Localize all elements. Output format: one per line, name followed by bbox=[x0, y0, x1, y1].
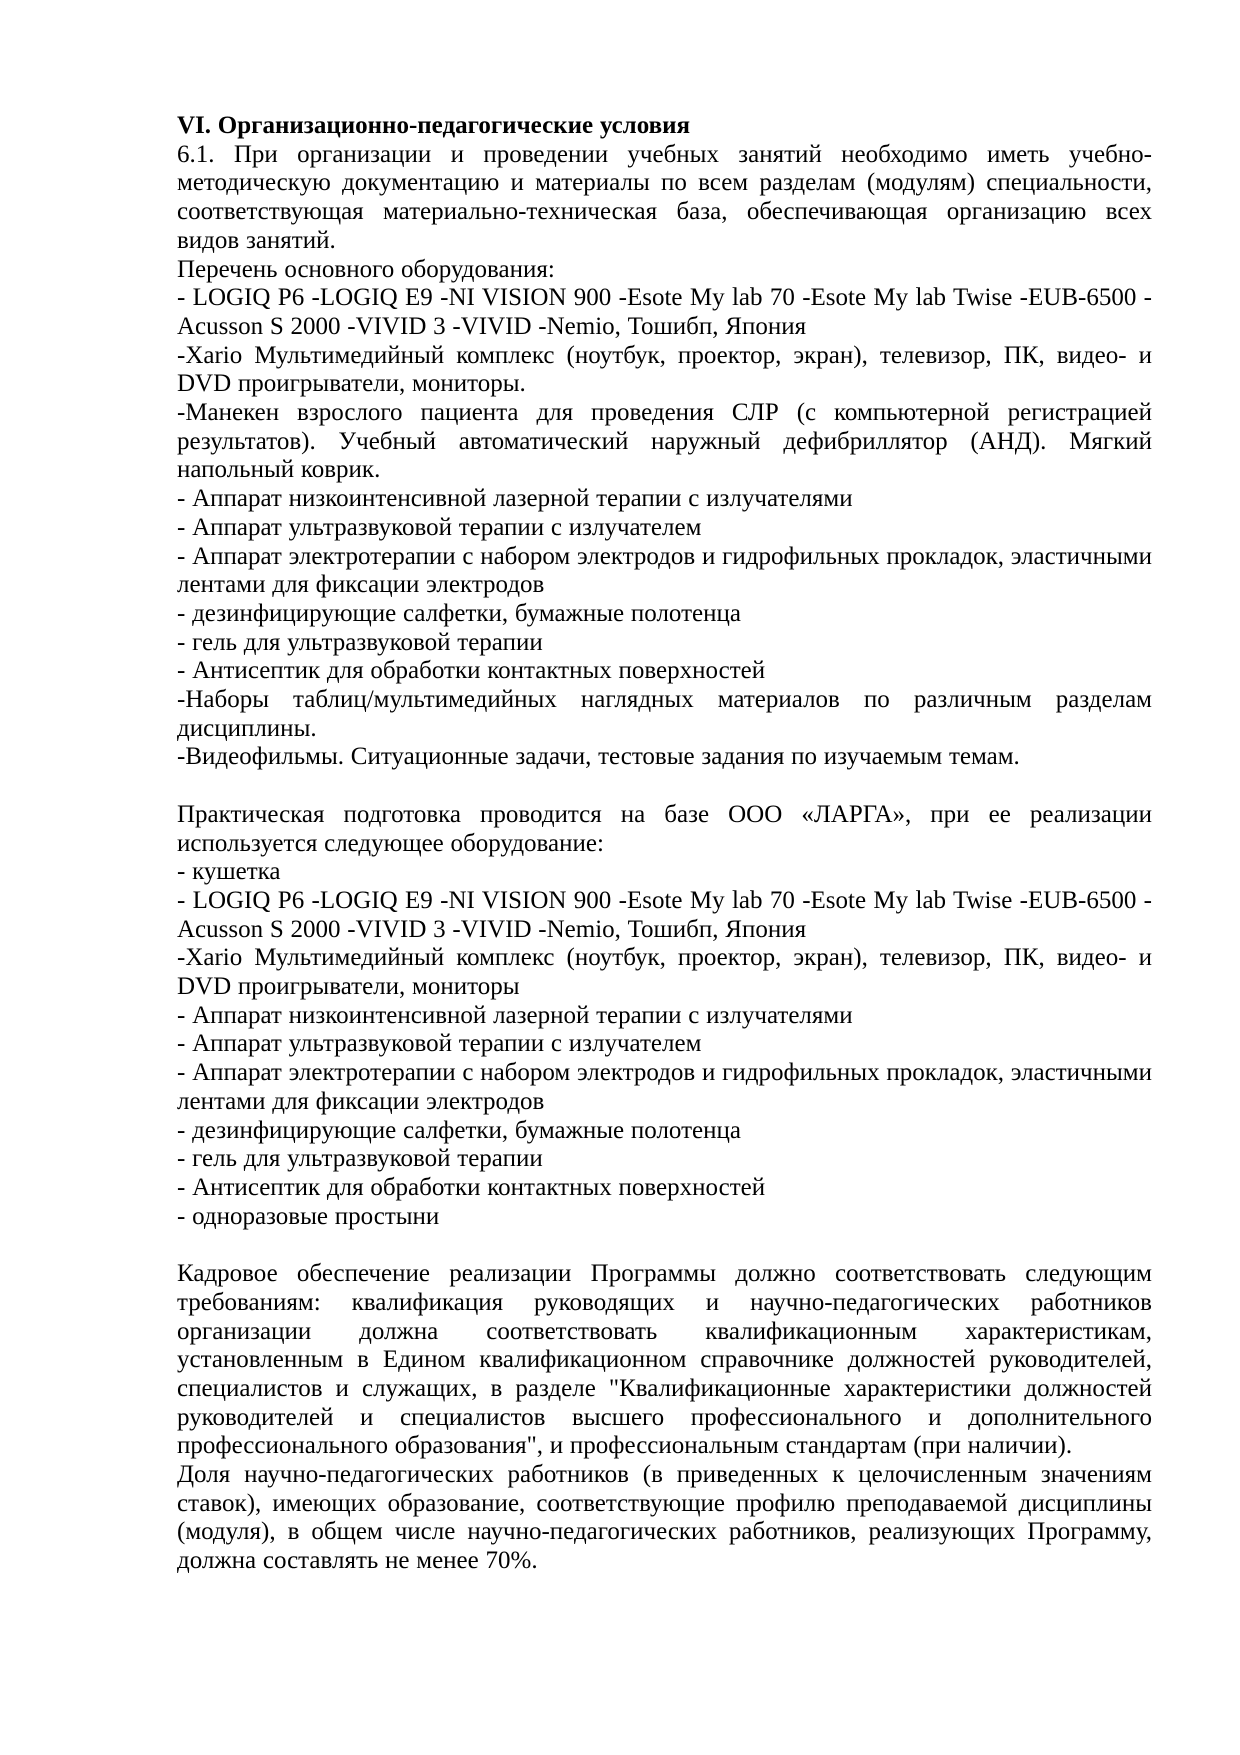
paragraph: Практическая подготовка проводится на базе ООО «ЛАРГА», при ее реализации используется следующее оборудование: bbox=[177, 800, 1152, 857]
paragraph: - Аппарат низкоинтенсивной лазерной терапии с излучателями bbox=[177, 1001, 853, 1029]
paragraph: -Видеофильмы. Ситуационные задачи, тестовые задания по изучаемым темам. bbox=[177, 743, 1020, 771]
paragraph: - гель для ультразвуковой терапии bbox=[177, 628, 543, 656]
paragraph: -Наборы таблиц/мультимедийных наглядных материалов по различным разделам дисциплины. bbox=[177, 686, 1152, 742]
paragraph: -Манекен взрослого пациента для проведения СЛР (с компьютерной регистрацией результатов). Учебный автоматический наружный дефибриллятор (АНД). Мягкий напольный коврик. bbox=[177, 399, 1152, 484]
paragraph: - одноразовые простыни bbox=[177, 1202, 440, 1230]
paragraph-spacer bbox=[177, 1231, 1152, 1260]
paragraph: - Антисептик для обработки контактных поверхностей bbox=[177, 1174, 766, 1201]
paragraph-spacer bbox=[177, 772, 1152, 801]
paragraph: - дезинфицирующие салфетки, бумажные полотенца bbox=[177, 599, 741, 627]
paragraph: - LOGIQ P6 -LOGIQ E9 -NI VISION 900 -Esote My lab 70 -Esote My lab Twise -EUB-6500 - Acusson S 2000 -VIVID 3 -VIVID -Nemio, Тошибп, Япония bbox=[177, 886, 1152, 943]
paragraph: Доля научно-педагогических работников (в приведенных к целочисленным значениям ставок), имеющих образование, соответствующие профилю преподаваемой дисциплины (модуля), в общем числе научно-педагогических работников, реализующих Программу, должна составлять не менее 70%. bbox=[177, 1461, 1152, 1575]
paragraph: Кадровое обеспечение реализации Программы должно соответствовать следующим требованиям: квалификация руководящих и научно-педагогических работников организации должна соответствовать квалификационным характеристикам, установленным в Едином квалификационном справочнике должностей руководителей, специалистов и служащих, в разделе "Квалификационные характеристики должностей руководителей и специалистов высшего профессионального и дополнительного профессионального образования", и профессиональным стандартам (при наличии). bbox=[177, 1260, 1152, 1460]
paragraph: - Аппарат электротерапии с набором электродов и гидрофильных прокладок, эластичными лентами для фиксации электродов bbox=[177, 1059, 1152, 1115]
paragraph: - LOGIQ P6 -LOGIQ E9 -NI VISION 900 -Esote My lab 70 -Esote My lab Twise -EUB-6500 - Acusson S 2000 -VIVID 3 -VIVID -Nemio, Тошибп, Япония bbox=[177, 284, 1152, 340]
paragraph: - Аппарат ультразвуковой терапии с излучателем bbox=[177, 1030, 702, 1058]
paragraph: - Аппарат низкоинтенсивной лазерной терапии с излучателями bbox=[177, 485, 853, 513]
paragraph: Перечень основного оборудования: bbox=[177, 255, 555, 283]
paragraph: - Антисептик для обработки контактных поверхностей bbox=[177, 657, 766, 685]
paragraph: -Xario Мультимедийный комплекс (ноутбук, проектор, экран), телевизор, ПК, видео- и DVD проигрыватели, мониторы. bbox=[177, 341, 1152, 398]
section-heading: VI. Организационно-педагогические условия bbox=[177, 112, 690, 139]
paragraph: 6.1. При организации и проведении учебных занятий необходимо иметь учебно-методическую документацию и материалы по всем разделам (модулям) специальности, соответствующая материально-техническая база, обеспечивающая организацию всех видов занятий. bbox=[177, 140, 1152, 254]
paragraph: - дезинфицирующие салфетки, бумажные полотенца bbox=[177, 1116, 741, 1144]
paragraph: - гель для ультразвуковой терапии bbox=[177, 1145, 543, 1173]
paragraph: -Xario Мультимедийный комплекс (ноутбук, проектор, экран), телевизор, ПК, видео- и DVD проигрыватели, мониторы bbox=[177, 944, 1152, 1001]
paragraph: - Аппарат ультразвуковой терапии с излучателем bbox=[177, 513, 702, 541]
paragraph: - Аппарат электротерапии с набором электродов и гидрофильных прокладок, эластичными лентами для фиксации электродов bbox=[177, 542, 1152, 599]
paragraph: - кушетка bbox=[177, 858, 281, 886]
